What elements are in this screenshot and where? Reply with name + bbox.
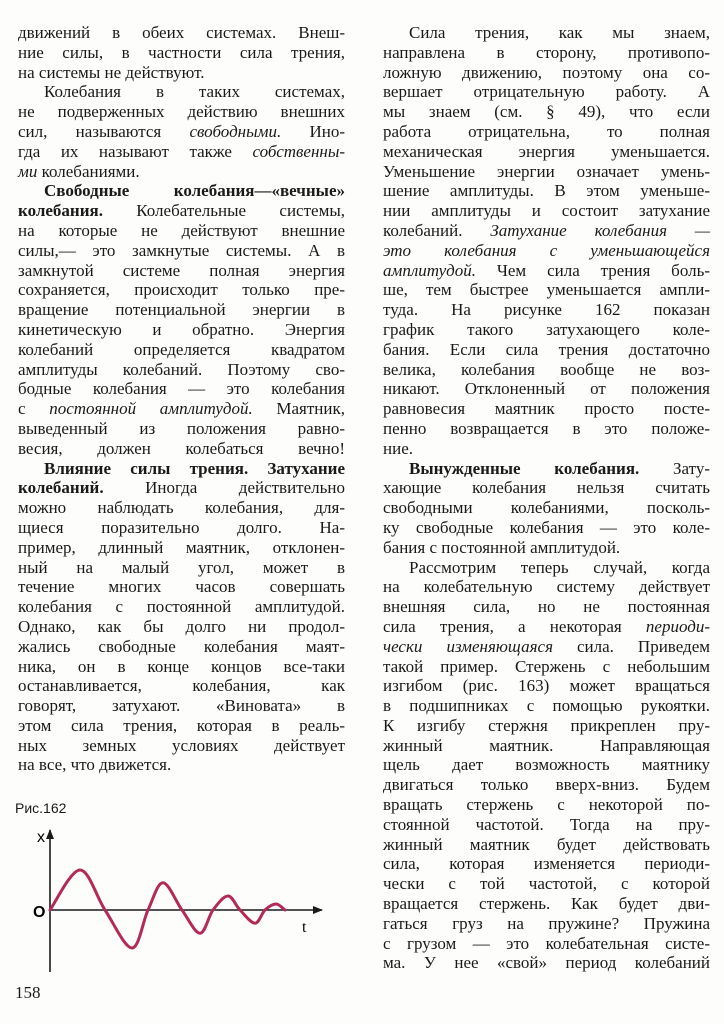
text-line: Однако, как бы долго ни продол- xyxy=(18,616,345,636)
paragraph xyxy=(18,459,345,776)
text-line xyxy=(383,261,710,281)
text-line xyxy=(383,241,710,261)
damped-oscillation-graph xyxy=(0,790,362,1024)
text-line: силы,— это замкнутые системы. А в xyxy=(18,240,345,260)
italic-term-text: это колебания с уменьшающейся xyxy=(383,240,710,260)
text-line: выведенный из положения равно- xyxy=(18,418,345,438)
text-line: пример, длинный маятник, отклонен- xyxy=(18,537,345,557)
text-line: можно наблюдать колебания, для- xyxy=(18,498,345,518)
text-line xyxy=(18,478,345,498)
text-line: ние. xyxy=(383,438,413,458)
text-line: в подшипниках с помощью рукоятки. xyxy=(383,696,710,716)
text-line: свободными колебаниями, посколь- xyxy=(383,498,710,518)
text-line: ника, он в конце концов все-таки xyxy=(18,656,345,676)
text-line: график такого затухающего коле- xyxy=(383,319,710,339)
text-line: колебаний определяется квадратом xyxy=(18,339,345,359)
text-segment: сила трения, а некоторая xyxy=(383,616,646,636)
bold-heading-text: Свободные колебания—«вечные» xyxy=(44,181,345,201)
text-line: вращение потенциальной энергии в xyxy=(18,300,345,320)
text-line: Колебания в таких системах, xyxy=(44,82,345,102)
text-line: жинный маятник будет действовать xyxy=(383,834,710,854)
text-line: сохраняется, происходит только пре- xyxy=(18,280,345,300)
text-line xyxy=(18,459,345,479)
text-segment: сил, называются xyxy=(18,121,190,141)
text-line: амплитуды колебаний. Поэтому сво- xyxy=(18,359,345,379)
italic-term-text: Затухание колебания — xyxy=(490,220,710,240)
origin-label: O xyxy=(33,904,46,921)
text-line: ма. У нее «свой» период колебаний xyxy=(383,953,710,973)
text-line: ние силы, в частности сила трения, xyxy=(18,42,345,62)
text-line: мы знаем (см. § 49), что если xyxy=(383,102,710,122)
text-line xyxy=(18,201,345,221)
text-line xyxy=(18,181,345,201)
text-line: никают. Отклоненный от положения xyxy=(383,379,710,399)
text-line: не подверженных действию внешних xyxy=(18,102,345,122)
text-line xyxy=(383,617,710,637)
text-line: жались свободные колебания маят- xyxy=(18,636,345,656)
text-segment: Колебательные системы, xyxy=(102,201,345,221)
text-line: пенно возвращается в это положе- xyxy=(383,418,710,438)
text-line: колебания с постоянной амплитудой. xyxy=(18,597,345,617)
text-line: К изгибу стержня прикреплен пру- xyxy=(383,715,710,735)
text-line: равновесия маятник просто посте- xyxy=(383,399,710,419)
text-line: чески с той частотой, с которой xyxy=(383,874,710,894)
text-segment: гда их называют также xyxy=(18,141,253,161)
damped-oscillation-curve xyxy=(50,870,285,948)
paragraph xyxy=(18,82,345,181)
text-line: течение многих часов совершать xyxy=(18,577,345,597)
text-line: щиеся поразительно долго. На- xyxy=(18,517,345,537)
text-line: вращается стержень. Как будет дви- xyxy=(383,894,710,914)
paragraph xyxy=(18,23,345,82)
text-line: сила, которая изменяется периоди- xyxy=(383,854,710,874)
text-line: нии амплитуды и состоит затухание xyxy=(383,201,710,221)
text-line xyxy=(383,637,710,657)
text-line: движений в обеих системах. Внеш- xyxy=(18,23,345,42)
bold-heading-text: колебаний. xyxy=(18,478,104,498)
text-line xyxy=(18,142,345,162)
text-line: бания с постоянной амплитудой. xyxy=(383,537,621,557)
text-line: ше, тем быстрее уменьшается ампли- xyxy=(383,280,710,300)
text-line: кинетическую и обратно. Энергия xyxy=(18,319,345,339)
text-line: этом сила трения, которая в реаль- xyxy=(18,715,345,735)
text-segment: Зату- xyxy=(639,458,710,478)
bold-heading-text: колебания. xyxy=(18,201,103,221)
paragraph xyxy=(383,459,710,558)
left-text-column xyxy=(18,23,345,775)
text-line xyxy=(18,122,345,142)
italic-term-text: свободными. xyxy=(189,121,282,141)
text-line: такой пример. Стержень с небольшим xyxy=(383,656,710,676)
text-line: механическая энергия уменьшается. xyxy=(383,141,710,161)
text-line: велика, колебания вообще не воз- xyxy=(383,359,710,379)
text-segment: Маятник, xyxy=(252,399,345,419)
text-line: Сила трения, как мы знаем, xyxy=(409,23,710,42)
text-line: ных земных условиях действует xyxy=(18,735,345,755)
page-number: 158 xyxy=(15,983,41,1002)
paragraph xyxy=(383,558,710,974)
text-line: вращать стержень с некоторой по- xyxy=(383,795,710,815)
text-segment: сила. Приведем xyxy=(552,636,711,656)
text-line: изгибом (рис. 163) может вращаться xyxy=(383,676,710,696)
text-line: вершает отрицательную работу. А xyxy=(383,82,710,102)
italic-term-text: ми xyxy=(18,161,38,181)
text-line: Уменьшение энергии означает умень- xyxy=(383,161,710,181)
right-text-column xyxy=(383,23,710,973)
bold-heading-text: Влияние силы трения. Затухание xyxy=(44,458,345,478)
text-line: на колебательную систему действует xyxy=(383,577,710,597)
paragraph xyxy=(18,181,345,458)
italic-term-text: постоянной амплитудой. xyxy=(49,399,253,419)
text-line xyxy=(383,221,710,241)
y-axis-label: x xyxy=(37,829,45,846)
text-line: шение амплитуды. В этом уменьше- xyxy=(383,181,710,201)
italic-term-text: периоди- xyxy=(645,616,710,636)
text-segment: Иногда действительно xyxy=(103,478,345,498)
text-line: ложную движению, поэтому она со- xyxy=(383,62,710,82)
text-segment: с xyxy=(18,399,50,419)
text-line: останавливается, колебания, как xyxy=(18,676,345,696)
text-line: туда. На рисунке 162 показан xyxy=(383,300,710,320)
text-line xyxy=(18,162,345,182)
text-line: замкнутой системе полная энергия xyxy=(18,260,345,280)
text-segment: Чем сила трения боль- xyxy=(475,260,710,280)
bold-heading-text: Вынужденные колебания. xyxy=(409,458,640,478)
text-line: бания. Если сила трения достаточно xyxy=(383,339,710,359)
text-line: направлена в сторону, противопо- xyxy=(383,42,710,62)
text-line: работа отрицательна, то полная xyxy=(383,121,710,141)
text-line: ный на малый угол, может в xyxy=(18,557,345,577)
text-line: гаться груз на пружине? Пружина xyxy=(383,913,710,933)
text-line: говорят, затухают. «Виновата» в xyxy=(18,696,345,716)
x-axis-label: t xyxy=(302,919,307,936)
text-line: внешняя сила, но не постоянная xyxy=(383,597,710,617)
text-line: на которые не действуют внешние xyxy=(18,220,345,240)
italic-term-text: чески изменяющаяся xyxy=(383,636,553,656)
text-line: щель дает возможность маятнику xyxy=(383,755,710,775)
italic-term-text: собственны- xyxy=(252,141,345,161)
text-line: хающие колебания нельзя считать xyxy=(383,478,710,498)
text-line: на все, что движется. xyxy=(18,755,172,775)
text-line: весия, должен колебаться вечно! xyxy=(18,438,345,458)
text-line xyxy=(18,399,345,419)
text-line: двигаться только вверх-вниз. Будем xyxy=(383,775,710,795)
text-segment: Ино- xyxy=(281,121,345,141)
paragraph xyxy=(383,23,710,459)
figure-caption: Рис.162 xyxy=(15,800,67,816)
text-line: Рассмотрим теперь случай, когда xyxy=(409,557,710,577)
text-line: с грузом — это колебательная систе- xyxy=(383,933,710,953)
text-line xyxy=(383,459,710,479)
text-line: жинный маятник. Направляющая xyxy=(383,735,710,755)
text-line: стоянной частотой. Тогда на пру- xyxy=(383,814,710,834)
text-line: на системы не действуют. xyxy=(18,62,205,82)
text-line: бодные колебания — это колебания xyxy=(18,379,345,399)
text-line: ку свободные колебания — это коле- xyxy=(383,517,710,537)
text-segment: колебаниями. xyxy=(37,161,140,181)
text-segment: колебаний. xyxy=(383,220,491,240)
italic-term-text: амплитудой. xyxy=(383,260,476,280)
